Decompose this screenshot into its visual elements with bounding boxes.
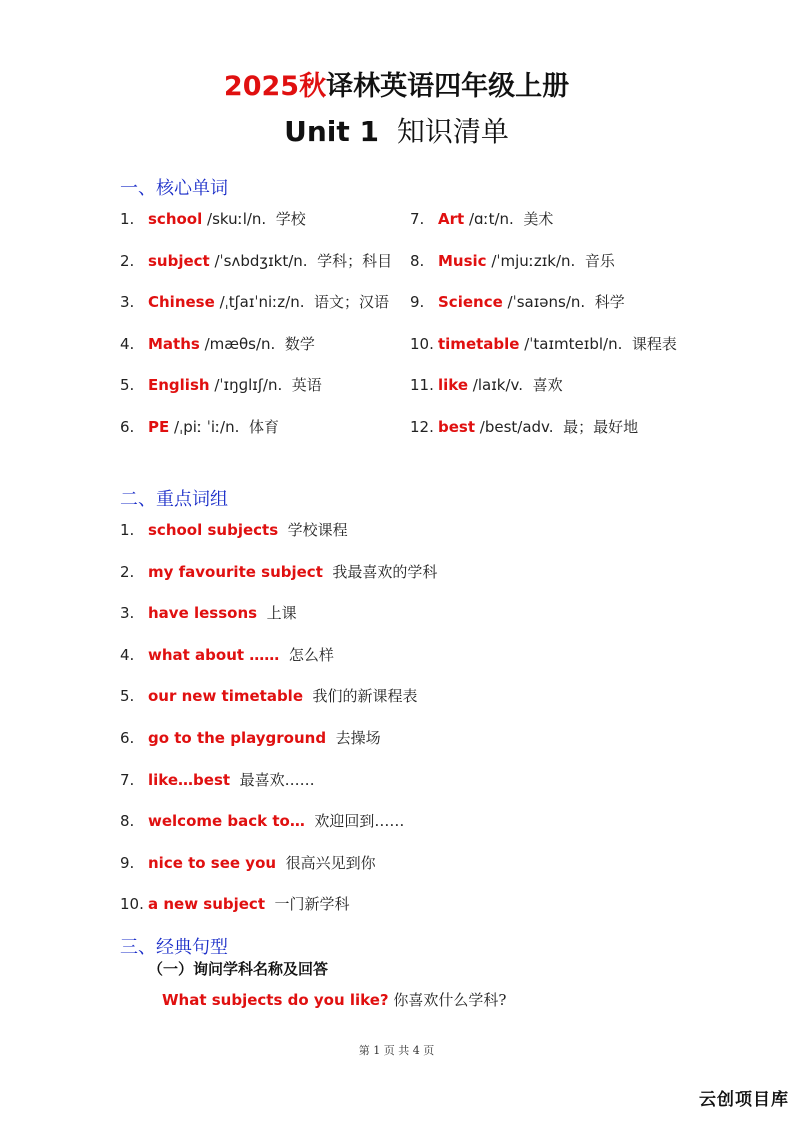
phrase-chinese: 我们的新课程表	[312, 687, 418, 706]
word-phonetic: /ˈsʌbdʒɪkt/n.	[209, 251, 308, 270]
word-item	[120, 334, 315, 354]
word-item	[120, 251, 392, 271]
word-phonetic: /mæθs/n.	[199, 334, 276, 353]
word-phonetic: /laɪk/v.	[468, 376, 524, 395]
word-english: English	[148, 376, 210, 395]
word-number: 8.	[410, 251, 425, 270]
subtitle-unit: Unit 1	[284, 115, 380, 148]
phrase-item	[120, 811, 404, 831]
word-chinese: 科学	[594, 293, 625, 312]
word-phonetic: /skuːl/n.	[202, 210, 267, 228]
phrase-english: welcome back to…	[148, 812, 305, 831]
word-number: 5.	[120, 376, 135, 395]
word-number: 10.	[410, 334, 434, 353]
word-chinese: 体育	[248, 418, 279, 436]
phrase-item	[120, 770, 315, 790]
word-item	[120, 417, 279, 437]
sentences-heading: 三、经典句型	[120, 937, 228, 958]
title-year: 2025	[223, 71, 300, 102]
word-number: 11.	[410, 376, 434, 395]
word-english: Maths	[148, 334, 200, 353]
phrase-number: 4.	[120, 645, 135, 664]
word-chinese: 学校	[275, 210, 306, 228]
phrase-item	[120, 645, 334, 665]
phrase-number: 10.	[120, 895, 144, 914]
page-footer: 第 1 页 共 4 页	[358, 1044, 435, 1057]
word-phonetic: /ˌtʃaɪˈniːz/n.	[214, 293, 305, 312]
phrase-item	[120, 562, 437, 582]
word-item	[120, 292, 389, 312]
word-english: subject	[148, 251, 210, 270]
phrase-chinese: 最喜欢……	[239, 770, 315, 789]
phrase-english: our new timetable	[148, 687, 303, 706]
phrase-chinese: 我最喜欢的学科	[332, 562, 438, 581]
word-english: Chinese	[148, 293, 215, 312]
document-title	[0, 64, 793, 103]
document-subtitle	[0, 110, 793, 150]
phrase-number: 5.	[120, 687, 135, 706]
phrase-chinese: 去操场	[335, 729, 381, 747]
phrases-heading: 二、重点词组	[120, 489, 228, 510]
word-chinese: 数学	[284, 334, 315, 353]
phrase-english: my favourite subject	[148, 562, 323, 581]
title-season: 秋	[299, 71, 327, 102]
word-number: 6.	[120, 418, 135, 436]
word-number: 1.	[120, 210, 135, 228]
phrase-english: nice to see you	[148, 853, 277, 872]
sentence-english: What subjects do you like?	[162, 991, 389, 1009]
word-english: Art	[438, 210, 465, 228]
word-chinese: 美术	[523, 210, 554, 228]
phrase-english: school subjects	[148, 521, 279, 539]
phrase-chinese: 一门新学科	[274, 895, 350, 914]
word-phonetic: /ˈsaɪəns/n.	[502, 293, 586, 312]
word-chinese: 学科；科目	[317, 251, 393, 270]
word-phonetic: /ˈɪŋɡlɪʃ/n.	[209, 376, 283, 395]
phrase-english: have lessons	[148, 604, 258, 623]
word-english: school	[148, 210, 203, 228]
title-rest: 译林英语四年级上册	[326, 71, 570, 102]
phrase-english: go to the playground	[148, 729, 327, 747]
word-english: Science	[438, 293, 503, 312]
word-phonetic: /ˈtaɪmteɪbl/n.	[519, 334, 623, 353]
brand-watermark: 云创项目库	[699, 1090, 789, 1110]
word-chinese: 语文；汉语	[314, 293, 390, 312]
phrase-number: 8.	[120, 812, 135, 831]
words-heading: 一、核心单词	[120, 178, 228, 199]
word-english: timetable	[438, 334, 520, 353]
phrase-chinese: 欢迎回到……	[314, 812, 405, 831]
phrase-number: 7.	[120, 770, 135, 789]
word-chinese: 最；最好地	[563, 418, 639, 436]
word-english: best	[438, 418, 476, 436]
subtitle-label: 知识清单	[396, 115, 509, 148]
phrase-english: like…best	[148, 770, 231, 789]
word-english: Music	[438, 251, 487, 270]
word-english: PE	[148, 418, 170, 436]
word-phonetic: /best/adv.	[475, 418, 554, 436]
phrase-chinese: 上课	[266, 604, 297, 623]
phrase-english: a new subject	[148, 895, 265, 914]
word-phonetic: /ˌpiː ˈiː/n.	[169, 418, 240, 436]
word-item	[410, 292, 625, 312]
word-phonetic: /ˈmjuːzɪk/n.	[486, 251, 576, 270]
word-phonetic: /ɑːt/n.	[464, 210, 514, 228]
phrase-number: 9.	[120, 853, 135, 872]
word-number: 2.	[120, 251, 135, 270]
word-item	[410, 417, 638, 437]
word-item	[120, 209, 306, 229]
phrase-item	[120, 603, 297, 623]
word-number: 9.	[410, 293, 425, 312]
phrase-english: what about ……	[148, 645, 280, 664]
word-item	[410, 251, 615, 271]
word-item	[410, 375, 563, 395]
phrase-number: 2.	[120, 562, 135, 581]
sentence-chinese: 你喜欢什么学科?	[393, 991, 507, 1009]
phrase-item	[120, 728, 381, 748]
word-item	[120, 375, 322, 395]
phrase-number: 3.	[120, 604, 135, 623]
word-chinese: 课程表	[631, 334, 677, 353]
word-chinese: 喜欢	[532, 376, 563, 395]
word-chinese: 英语	[291, 376, 322, 395]
word-english: like	[438, 376, 469, 395]
sentence-group-heading: （一）询问学科名称及回答	[148, 960, 329, 978]
phrase-chinese: 学校课程	[287, 521, 348, 539]
word-number: 7.	[410, 210, 425, 228]
phrase-chinese: 怎么样	[288, 645, 334, 664]
phrase-item	[120, 853, 376, 873]
phrase-number: 6.	[120, 729, 135, 747]
sentence-item	[162, 989, 506, 1010]
phrase-item	[120, 894, 350, 914]
word-number: 12.	[410, 418, 434, 436]
word-item	[410, 209, 553, 229]
phrase-item	[120, 520, 348, 540]
phrase-item	[120, 686, 418, 706]
word-item	[410, 334, 677, 354]
word-number: 3.	[120, 293, 135, 312]
word-chinese: 音乐	[584, 251, 615, 270]
phrase-chinese: 很高兴见到你	[285, 853, 376, 872]
phrase-number: 1.	[120, 521, 135, 539]
word-number: 4.	[120, 334, 135, 353]
